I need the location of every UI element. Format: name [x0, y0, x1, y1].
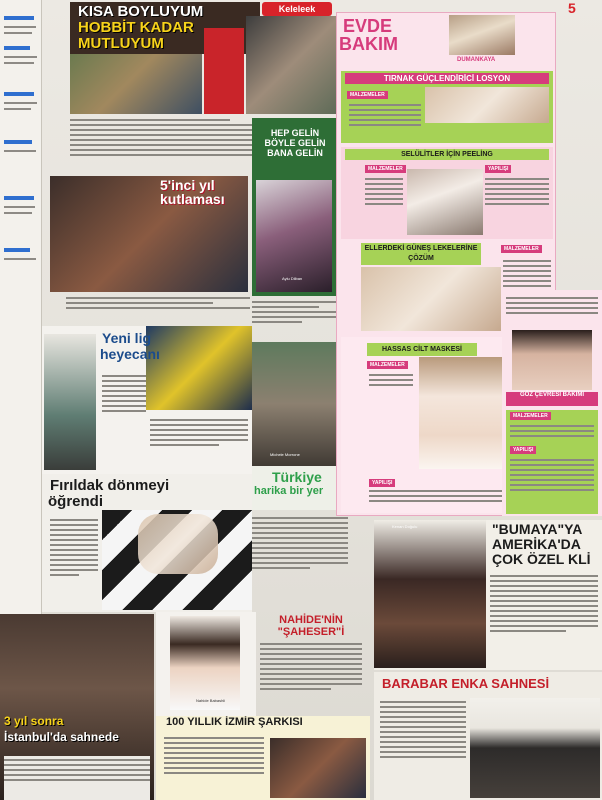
story6-headline-1: Türkiye: [272, 469, 322, 485]
story2-photo: [50, 176, 248, 292]
story6-headline-2: harika bir yer: [254, 485, 324, 497]
story6-block: [252, 342, 346, 510]
beauty-section1-tag: MALZEMELER: [347, 91, 388, 99]
story11-headline: BARABAR ENKA SAHNESİ: [382, 676, 550, 691]
beauty-section2-tag: MALZEMELER: [365, 165, 406, 173]
story3-headline: HEP GELİN BÖYLE GELİN BANA GELİN: [264, 128, 326, 158]
beauty-section4-title: HASSAS CİLT MASKESİ: [367, 343, 477, 356]
story8-photo-block: [156, 612, 256, 716]
story5-headline-2: öğrendi: [48, 493, 103, 510]
story2-headline: 5'inci yıl kutlaması: [160, 177, 225, 207]
beauty-section5-title: GÖZ ÇEVRESİ BAKIMI: [506, 392, 598, 406]
story5-block: [42, 474, 252, 612]
story7-headline-1: 3 yıl sonra: [4, 714, 64, 728]
beauty-section4-tag2: YAPILIŞI: [369, 479, 395, 487]
story10-headline-2: AMERİKA'DA: [492, 536, 581, 552]
page-number: 5: [568, 0, 576, 16]
story3-text: [252, 298, 336, 342]
story1-sidebar: [204, 28, 244, 114]
section-logo: Keleleek: [262, 2, 332, 16]
story10-headline-3: ÇOK ÖZEL KLİ: [492, 551, 591, 567]
beauty-title-1: EVDE: [343, 16, 393, 36]
story9-headline: 100 YILLIK İZMİR ŞARKISI: [166, 716, 303, 728]
story8-text-block: [256, 612, 366, 716]
story4-headline-1: Yeni lig: [102, 330, 152, 346]
story3-caption: Aylu Dilban: [282, 276, 303, 281]
story2-text: [66, 294, 250, 324]
story8-headline-2: "ŞAHESER"İ: [277, 626, 345, 638]
beauty-section5-tag: MALZEMELER: [510, 412, 551, 420]
beauty-section3-title: ELLERDEKİ GÜNEŞ LEKELERİNE ÇÖZÜM: [361, 243, 481, 265]
beauty-section3-tag: MALZEMELER: [501, 245, 542, 253]
story1-headline-2: HOBBİT KADAR: [78, 19, 194, 36]
beauty-section5-tag2: YAPILIŞI: [510, 446, 536, 454]
story11-block: [374, 672, 602, 800]
story4-block: [42, 326, 252, 474]
story1-headline-1: KISA BOYLUYUM: [78, 3, 204, 20]
story3-box: [252, 118, 336, 296]
story6-caption: Michele Morrone: [270, 452, 300, 457]
story1-photo-2: [246, 16, 336, 114]
story6-text: [252, 514, 348, 606]
story8-headline-1: NAHİDE'NİN: [279, 614, 343, 626]
beauty-byline: DUMANKAYA: [457, 57, 496, 63]
story4-headline-2: heyecanı: [100, 346, 160, 362]
story10-caption: Kenan Doğulu: [392, 524, 418, 529]
story10-block: [374, 520, 602, 670]
beauty-title-2: BAKIM: [339, 34, 398, 54]
story1-headline-3: MUTLUYUM: [78, 35, 164, 52]
beauty-section1-title: TIRNAK GÜÇLENDİRİCİ LOSYON: [345, 73, 549, 84]
story8-caption: Nahide Babashli: [196, 698, 226, 703]
story7-headline-2: İstanbul'da sahnede: [4, 730, 119, 744]
beauty-section4-tag: MALZEMELER: [367, 361, 408, 369]
story7-text: [4, 756, 150, 800]
story9-block: [156, 716, 370, 800]
story1-photo: [70, 54, 202, 114]
story5-headline-1: Fırıldak dönmeyi: [50, 477, 170, 494]
story10-headline-1: "BUMAYA"YA: [492, 521, 583, 537]
beauty-section5-block: [502, 290, 602, 516]
beauty-section2-title: SELÜLİTLER İÇİN PEELİNG: [345, 149, 549, 160]
beauty-section2-tag2: YAPILIŞI: [485, 165, 511, 173]
